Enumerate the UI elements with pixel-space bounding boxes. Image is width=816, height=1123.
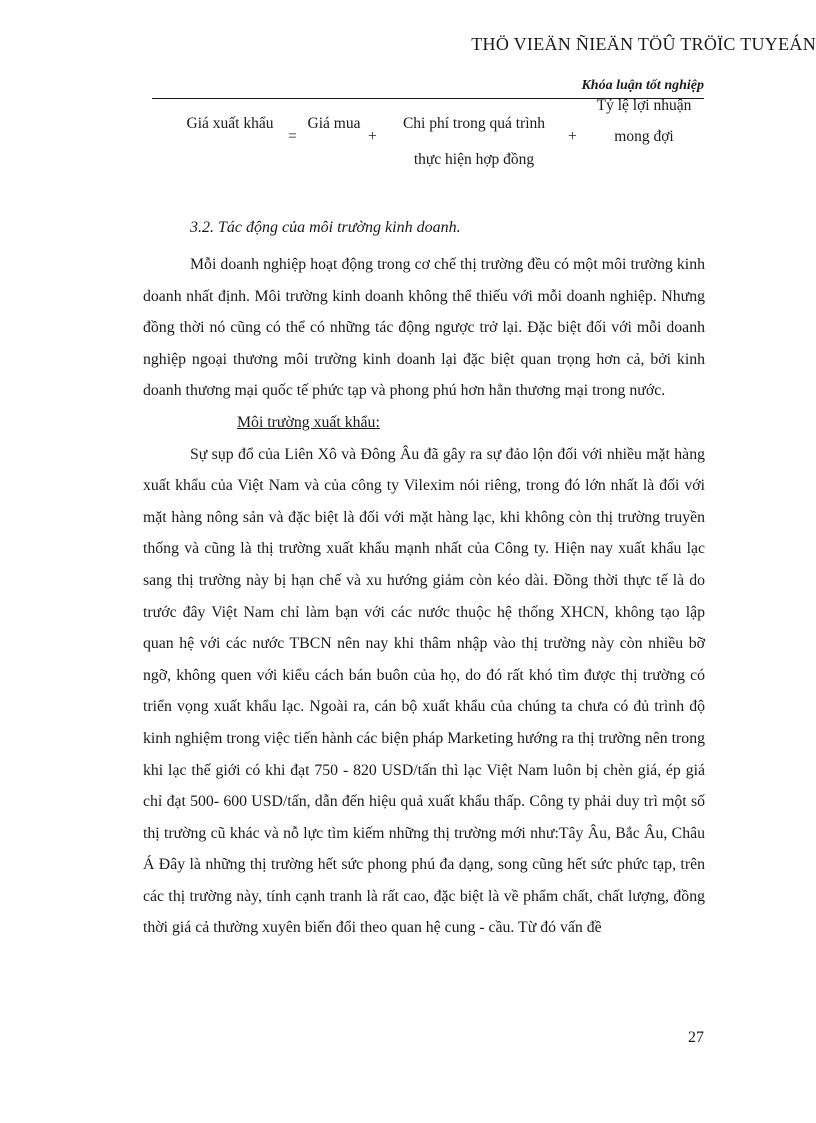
- thesis-header: Khóa luận tốt nghiệp: [581, 78, 704, 93]
- formula-term-purchase-price: Giá mua: [307, 115, 361, 132]
- site-banner: THÖ VIEÄN ÑIEÄN TÖÛ TRÖÏC TUYEÁN: [471, 34, 816, 54]
- subheading-export-environment: Môi trường xuất khẩu:: [237, 413, 380, 431]
- formula-plus-1: +: [368, 128, 377, 145]
- body-text: [143, 249, 705, 944]
- section-heading: 3.2. Tác động của môi trường kinh doanh.: [190, 219, 461, 236]
- formula-plus-2: +: [568, 128, 577, 145]
- paragraph-export-environment: Sự sụp đổ của Liên Xô và Đông Âu đã gây ra sự đảo lộn đối với nhiều mặt hàng xuất khẩu của Việt Nam và của công ty Vilexim nói riêng, trong đó lớn nhất là đối với mặt hàng nông sản và đặc biệt là đối với mặt hàng lạc, khi không còn thị trường truyền thống và cũng là thị trường xuất khẩu mạnh nhất của Công ty. Hiện nay xuất khẩu lạc sang thị trường này bị hạn chế và xu hướng giảm còn kéo dài. Đồng thời thực tế là do trước đây Việt Nam chỉ làm bạn với các nước thuộc hệ thống XHCN, không tạo lập quan hệ với các nước TBCN nên nay khi thâm nhập vào thị trường này còn nhiều bỡ ngỡ, không quen với kiểu cách bán buôn của họ, do đó rất khó tìm được thị trường có triển vọng xuất khẩu lạc. Ngoài ra, cán bộ xuất khẩu của chúng ta chưa có đủ trình độ kinh nghiệm trong việc tiến hành các biện pháp Marketing hướng ra thị trường nên trong khi lạc thế giới có khi đạt 750 - 820 USD/tấn thì lạc Việt Nam luôn bị chèn giá, ép giá chỉ đạt 500- 600 USD/tấn, dẫn đến hiệu quả xuất khẩu thấp. Công ty phải duy trì một số thị trường cũ khác và nỗ lực tìm kiếm những thị trường mới như:Tây Âu, Bắc Âu, Châu Á Đây là những thị trường hết sức phong phú đa dạng, song cũng hết sức phức tạp, trên các thị trường này, tính cạnh tranh là rất cao, đặc biệt là về phẩm chất, chất lượng, đồng thời giá cả thường xuyên biến đổi theo quan hệ cung - cầu. Từ đó vấn đề: [143, 445, 705, 937]
- formula-equals: =: [288, 128, 297, 145]
- page-number: 27: [688, 1029, 704, 1046]
- formula-term-export-price: Giá xuất khẩu: [186, 115, 274, 132]
- formula-term-expected-profit: Tỷ lệ lợi nhuận mong đợi: [596, 97, 692, 145]
- price-formula: [0, 97, 816, 190]
- paragraph-business-environment: Mỗi doanh nghiệp hoạt động trong cơ chế thị trường đều có một môi trường kinh doanh nhất định. Môi trường kinh doanh không thể thiếu với mỗi doanh nghiệp. Nhưng đồng thời nó cũng có thể có những tác động ngược trở lại. Đặc biệt đối với mỗi doanh nghiệp ngoại thương môi trường kinh doanh lại đặc biệt quan trọng hơn cả, bởi kinh doanh thương mại quốc tế phức tạp và phong phú hơn hẳn thương mại trong nước.: [143, 256, 705, 400]
- formula-term-contract-costs: Chi phí trong quá trình thực hiện hợp đồng: [402, 115, 546, 168]
